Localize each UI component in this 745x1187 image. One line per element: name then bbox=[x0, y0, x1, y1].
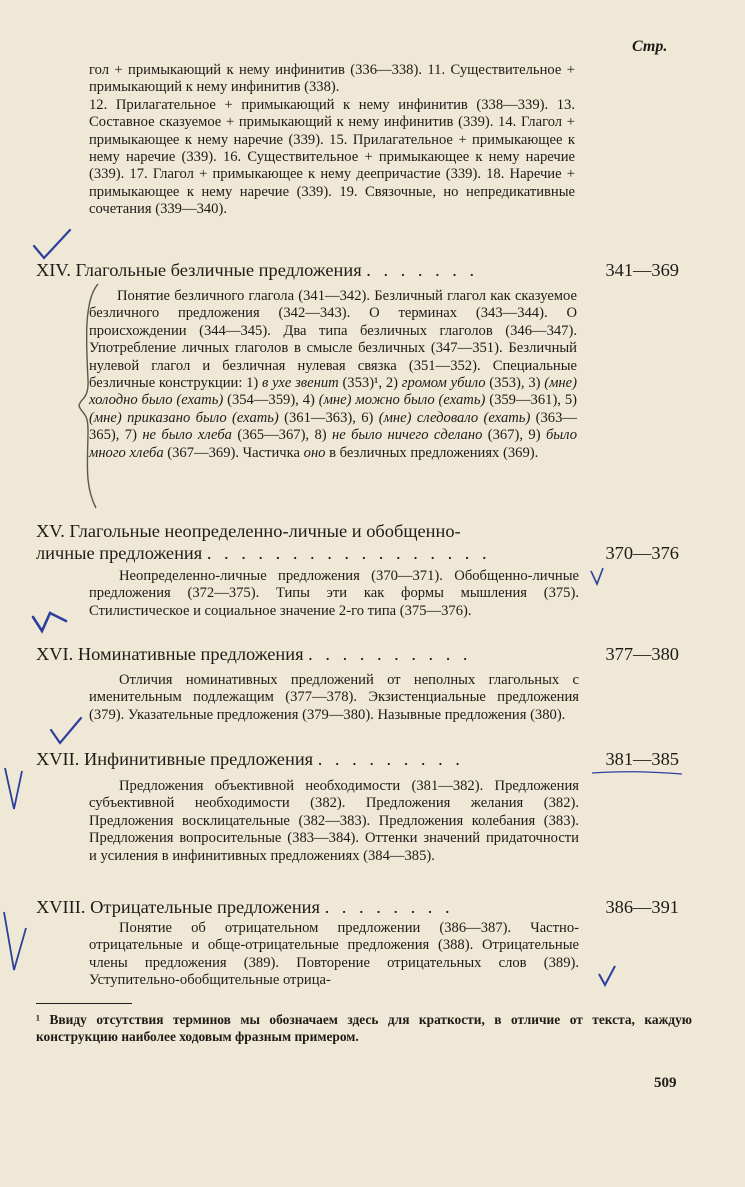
section-pages-xvii: 381—385 bbox=[605, 749, 679, 769]
section-body-xvi: Отличия номинативных предложений от неполных глагольных с именительным подлежащим (377—378). Экзистенциальные предложения (379). Указательные предложения (379—380). Назывные предложения (380). bbox=[89, 672, 579, 723]
example-phrase: оно bbox=[303, 444, 326, 461]
section-pages-xvi: 377—380 bbox=[605, 644, 679, 664]
section-title-continued: личные предложения bbox=[36, 543, 203, 563]
example-phrase: в ухе звенит bbox=[262, 375, 339, 392]
section-number: XVI. bbox=[36, 644, 74, 664]
checkmark-icon bbox=[2, 765, 26, 813]
section-number: XIV. bbox=[36, 260, 71, 280]
checkmark-icon bbox=[588, 565, 606, 587]
example-phrase: громом убило bbox=[401, 375, 486, 392]
example-phrase: было много хлеба bbox=[89, 427, 578, 461]
section-title: Глагольные безличные предложения bbox=[75, 260, 362, 280]
section-pages-xiv: 341—369 bbox=[605, 260, 679, 280]
section-body-xv: Неопределенно-личные предложения (370—371). Обобщенно-личные предложения (372—375). Типы эти как формы мышления (375). Стилистическое и социальное значение 2-го типа (375—376). bbox=[89, 568, 579, 619]
body-text: (363—365), 7) bbox=[89, 409, 577, 444]
page-column-label: Стр. bbox=[632, 38, 668, 55]
leader-dots: . . . . . . . . . . bbox=[308, 644, 472, 664]
example-phrase: (мне) приказано было (ехать) bbox=[89, 409, 279, 426]
section-pages-xviii: 386—391 bbox=[605, 897, 679, 917]
body-text: (354—359), 4) bbox=[223, 392, 319, 409]
example-phrase: (мне) холодно было (ехать) bbox=[89, 375, 577, 409]
checkmark-icon bbox=[30, 605, 70, 635]
page-number: 509 bbox=[654, 1075, 677, 1091]
body-text: (361—363), 6) bbox=[278, 409, 379, 426]
section-body-xvii: Предложения объективной необходимости (381—382). Предложения субъективной необходимости (382). Предложения желания (382). Предложения восклицательные (382—383). Предложения колебания (383). Предложения вопросительные (383—384). Оттенки значений придаточности и усиления в инфинитивных предложениях (384—385). bbox=[89, 778, 579, 864]
section-heading-xv bbox=[36, 520, 461, 542]
checkmark-icon bbox=[30, 228, 74, 262]
section-heading-xiv bbox=[36, 259, 478, 281]
section-pages-xv: 370—376 bbox=[605, 543, 679, 563]
body-text: в безличных предложениях (369). bbox=[325, 444, 539, 461]
section-heading-xviii bbox=[36, 896, 454, 918]
underline-mark bbox=[590, 768, 684, 778]
checkmark-icon bbox=[0, 908, 30, 974]
example-phrase: не было хлеба bbox=[142, 427, 232, 444]
section-title: Отрицательные предложения bbox=[90, 897, 320, 917]
checkmark-icon bbox=[48, 716, 84, 746]
section-heading-xvii bbox=[36, 748, 464, 770]
example-phrase: (мне) можно было (ехать) bbox=[318, 392, 486, 409]
section-heading-xvi bbox=[36, 643, 472, 665]
section-body-xviii: Понятие об отрицательном предложении (386—387). Частно-отрицательные и обще-отрицательные предложения (388). Отрицательные члены предложения (389). Повторение отрицательных слов (389). Уступительно-обобщительные отрица- bbox=[89, 920, 579, 989]
example-phrase: (мне) следовало (ехать) bbox=[378, 409, 531, 426]
body-text: (367—369). Частичка bbox=[163, 444, 304, 461]
leader-dots: . . . . . . . bbox=[366, 260, 479, 280]
example-phrase: не было ничего сделано bbox=[332, 427, 483, 444]
section-title: Инфинитивные предложения bbox=[84, 749, 314, 769]
body-text: (353)¹, 2) bbox=[338, 375, 402, 392]
section-number: XVII. bbox=[36, 749, 80, 769]
footnote: ¹ Ввиду отсутствия терминов мы обозначаем здесь для краткости, в отличие от текста, каждую конструкцию наиболее ходовым фразным примером. bbox=[36, 1012, 692, 1044]
section-title: Номинативные предложения bbox=[77, 644, 304, 664]
body-text: (365—367), 8) bbox=[231, 427, 332, 444]
leader-dots: . . . . . . . . . . . . . . . . . bbox=[206, 543, 491, 563]
checkmark-icon bbox=[596, 964, 618, 988]
bracket-mark-icon bbox=[76, 280, 102, 512]
section-heading-xv-line2 bbox=[36, 542, 491, 564]
intro-paragraph: гол + примыкающий к нему инфинитив (336—338). 11. Существительное + примыкающий к нему инфинитив (338). 12. Прилагательное + примыкающий к нему инфинитив (338—339). 13. Составное сказуемое + примыкающий к нему инфинитив (339). 14. Глагол + примыкающее к нему наречие (339). 15. Прилагательное + примыкающее к нему наречие (339). 16. Существительное + примыкающее к нему наречие (339). 17. Глагол + примыкающее к нему деепричастие (339). 18. Наречие + примыкающее к нему наречие (339). 19. Связочные, но непредикативные сочетания (339—340). bbox=[89, 62, 575, 218]
body-text: (353), 3) bbox=[485, 375, 545, 392]
section-number: XVIII. bbox=[36, 897, 86, 917]
body-text: (359—361), 5) bbox=[485, 392, 577, 409]
body-text: Понятие безличного глагола (341—342). Безличный глагол как сказуемое безличного предложения (342—343). О терминах (343—344). О происхождении (344—345). Два типа безличных глаголов (346—347). Употребление личных глаголов в смысле безличных (347—351). Безличный нулевой глагол и безличная нулевая связка (351—352). Специальные безличные конструкции: 1) bbox=[89, 288, 577, 392]
section-number: XV. bbox=[36, 521, 65, 541]
leader-dots: . . . . . . . . bbox=[324, 897, 454, 917]
footnote-divider bbox=[36, 1003, 132, 1004]
leader-dots: . . . . . . . . . bbox=[317, 749, 464, 769]
body-text: (367), 9) bbox=[482, 427, 546, 444]
section-title: Глагольные неопределенно-личные и обобщенно- bbox=[69, 521, 461, 541]
section-body-xiv bbox=[89, 288, 577, 462]
